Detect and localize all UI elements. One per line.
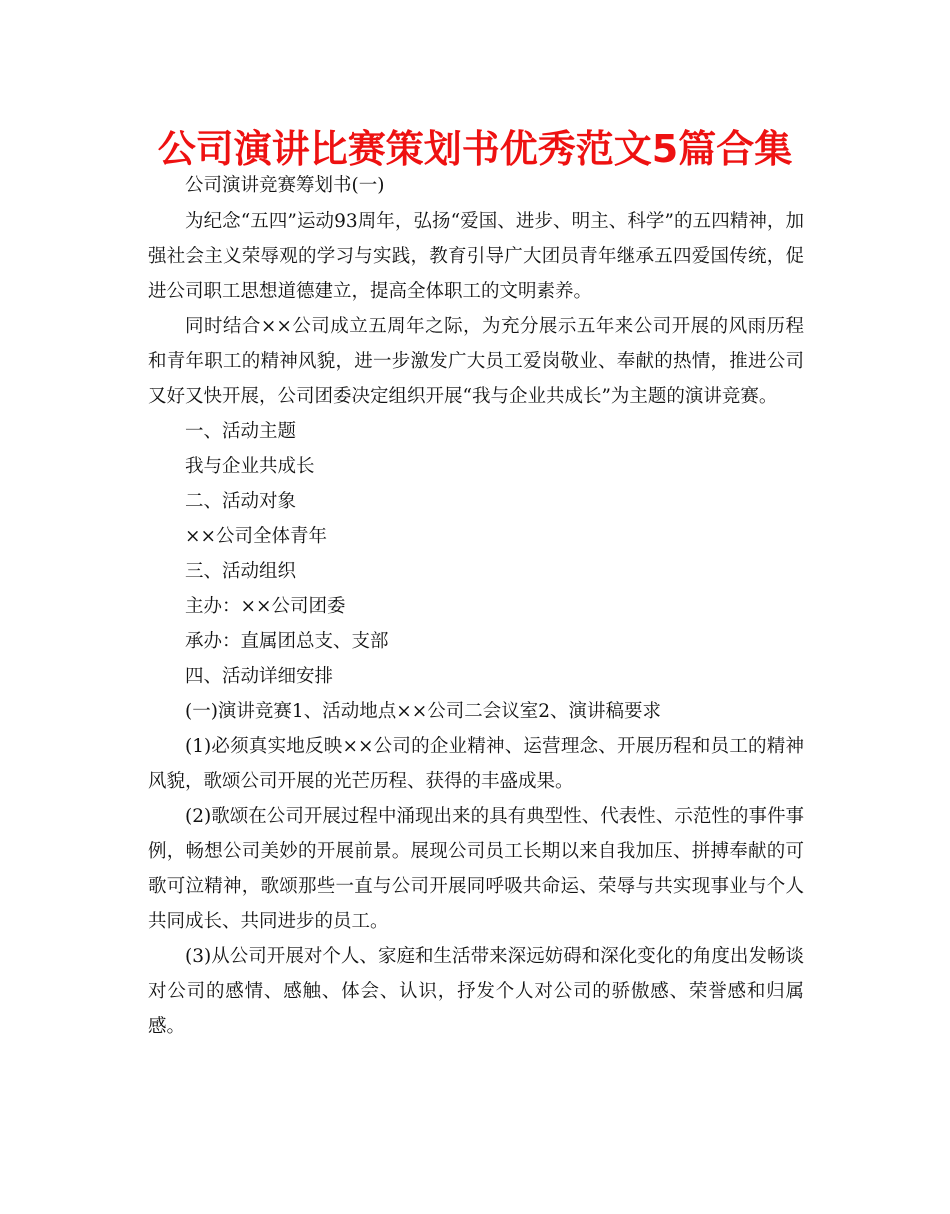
paragraph: 主办：××公司团委 <box>185 596 346 617</box>
paragraph: 我与企业共成长 <box>185 456 315 477</box>
document-body <box>148 168 804 1044</box>
paragraph: (1)必须真实地反映××公司的企业精神、运营理念、开展历程和员工的精神风貌，歌颂公司开展的光芒历程、获得的丰盛成果。 <box>148 736 804 792</box>
paragraph: (一)演讲竞赛1、活动地点××公司二会议室2、演讲稿要求 <box>185 701 661 722</box>
section-subtitle: 公司演讲竞赛筹划书(一) <box>185 175 385 196</box>
paragraph: 承办：直属团总支、支部 <box>185 631 389 652</box>
section-heading: 三、活动组织 <box>185 561 297 582</box>
document-title: 公司演讲比赛策划书优秀范文5篇合集 <box>157 127 793 171</box>
paragraph: (3)从公司开展对个人、家庭和生活带来深远妨碍和深化变化的角度出发畅谈对公司的感情、感触、体会、认识，抒发个人对公司的骄傲感、荣誉感和归属感。 <box>148 946 804 1037</box>
section-heading: 四、活动详细安排 <box>185 666 334 687</box>
section-heading: 二、活动对象 <box>185 491 297 512</box>
paragraph: ××公司全体青年 <box>185 526 328 547</box>
paragraph: 同时结合××公司成立五周年之际，为充分展示五年来公司开展的风雨历程和青年职工的精神风貌，进一步激发广大员工爱岗敬业、奉献的热情，推进公司又好又快开展，公司团委决定组织开展“我与企业共成长”为主题的演讲竞赛。 <box>148 316 804 407</box>
section-heading: 一、活动主题 <box>185 421 297 442</box>
paragraph: (2)歌颂在公司开展过程中涌现出来的具有典型性、代表性、示范性的事件事例，畅想公司美妙的开展前景。展现公司员工长期以来自我加压、拼搏奉献的可歌可泣精神，歌颂那些一直与公司开展同呼吸共命运、荣辱与共实现事业与个人共同成长、共同进步的员工。 <box>148 806 804 932</box>
paragraph: 为纪念“五四”运动93周年，弘扬“爱国、进步、明主、科学”的五四精神，加强社会主义荣辱观的学习与实践，教育引导广大团员青年继承五四爱国传统，促进公司职工思想道德建立，提高全体职工的文明素养。 <box>148 211 804 302</box>
